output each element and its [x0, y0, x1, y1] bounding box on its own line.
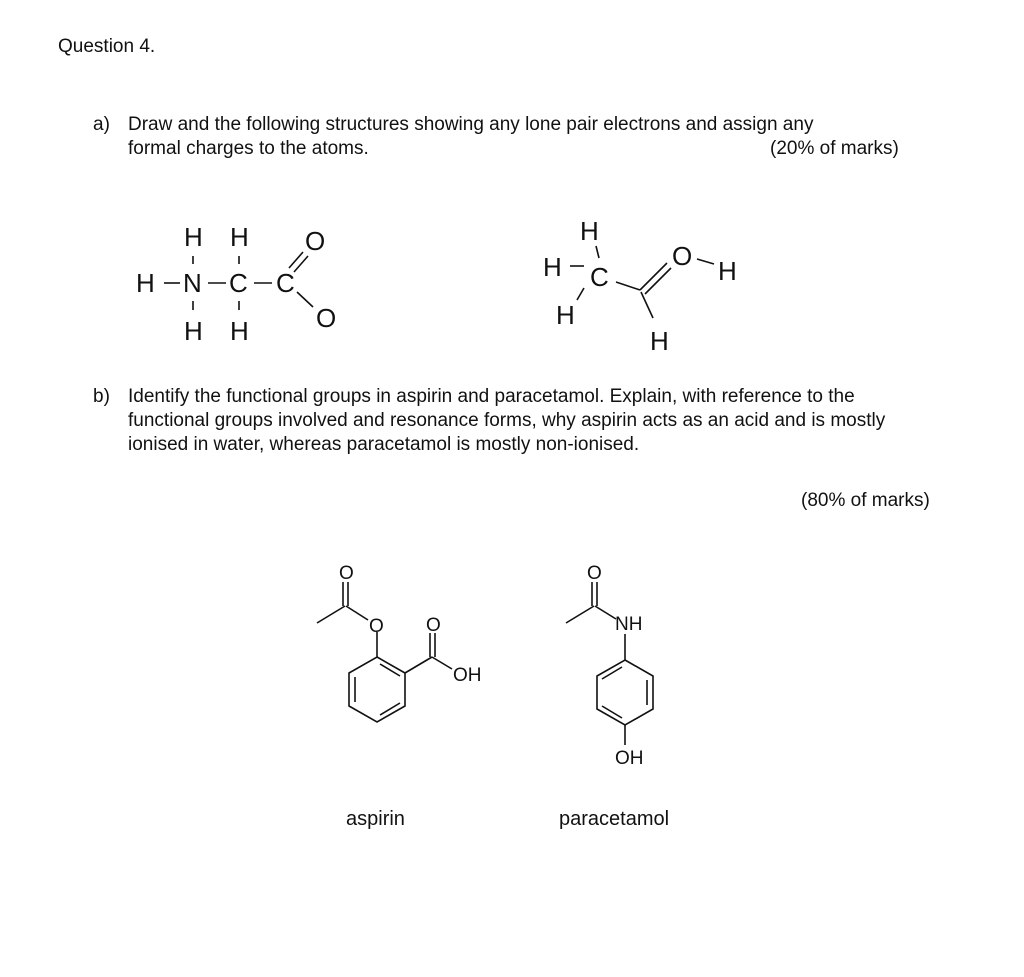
s1-o-single: O — [316, 303, 337, 333]
asp-o-acid: O — [426, 615, 441, 636]
aspirin-label: aspirin — [346, 808, 405, 830]
s1-h-left: H — [136, 268, 155, 298]
par-oh: OH — [615, 748, 644, 769]
part-a-label: a) — [93, 114, 110, 135]
part-b-label: b) — [93, 386, 110, 407]
s2-c: C — [590, 262, 609, 292]
s1-c-carboxyl: C — [276, 268, 295, 298]
s1-h-bottom-right: H — [230, 316, 249, 346]
question-title: Question 4. — [58, 36, 156, 57]
s2-h-top: H — [580, 216, 599, 246]
s1-c-alpha: C — [229, 268, 248, 298]
part-a-line2: formal charges to the atoms. — [128, 138, 369, 159]
par-ring — [597, 660, 653, 725]
part-b-line2: functional groups involved and resonance forms, why aspirin acts as an acid and is mostly — [128, 410, 886, 431]
s2-h-bottom: H — [556, 300, 575, 330]
s1-h-bottom-left: H — [184, 316, 203, 346]
s2-h-o: H — [718, 256, 737, 286]
s2-h-carbon: H — [650, 326, 669, 356]
s1-n: N — [183, 268, 202, 298]
par-nh: NH — [615, 614, 643, 635]
part-b-line1: Identify the functional groups in aspirin and paracetamol. Explain, with reference to the — [128, 386, 855, 407]
s1-h-top-right: H — [230, 222, 249, 252]
part-b-line3: ionised in water, whereas paracetamol is mostly non-ionised. — [128, 434, 640, 455]
s1-h-top-left: H — [184, 222, 203, 252]
paracetamol-label: paracetamol — [559, 808, 670, 830]
s2-o: O — [672, 241, 693, 271]
par-bond-methyl — [566, 606, 594, 623]
par-ring-inner-3 — [602, 706, 622, 718]
part-b-marks: (80% of marks) — [801, 490, 930, 511]
s1-o-double: O — [305, 226, 326, 256]
s2-h-left: H — [543, 252, 562, 282]
par-bond-c-n — [595, 606, 616, 619]
paracetamol-bonds — [566, 582, 653, 745]
part-a-marks: (20% of marks) — [770, 138, 899, 159]
par-o-carbonyl: O — [587, 563, 602, 584]
asp-o-ester: O — [369, 616, 384, 637]
asp-oh: OH — [453, 665, 482, 686]
par-ring-inner-2 — [602, 667, 622, 679]
asp-o-carbonyl: O — [339, 563, 354, 584]
part-a-line1: Draw and the following structures showing any lone pair electrons and assign any — [128, 114, 814, 135]
